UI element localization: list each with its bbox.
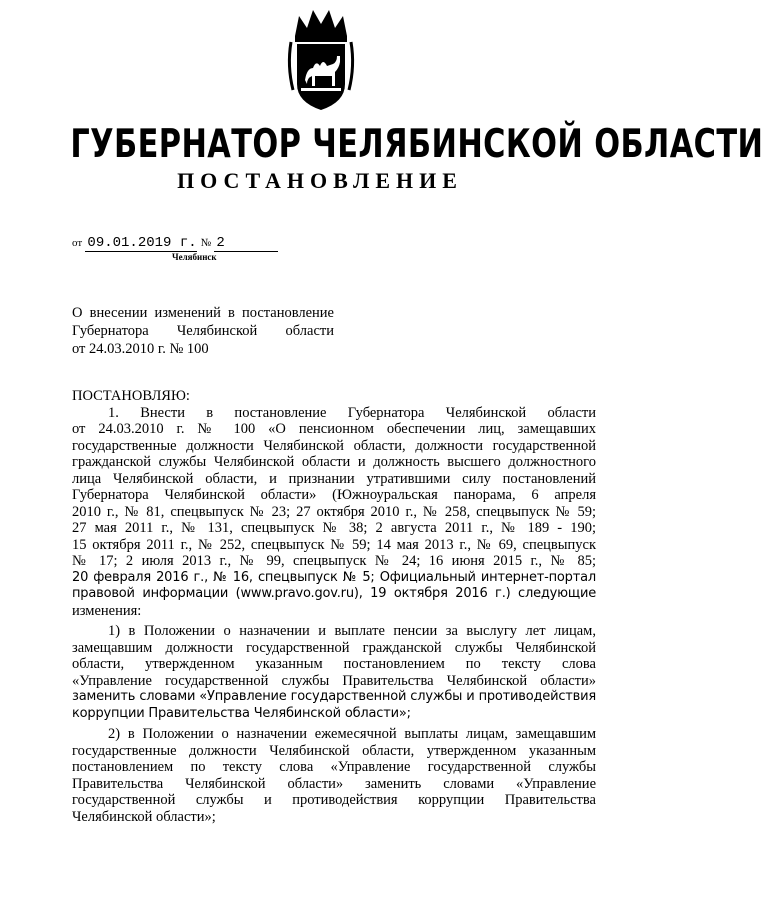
text-line: 1) в Положении о назначении и выплате пенсии за выслугу лет лицам, — [108, 623, 596, 639]
text-line: государственной службы и противодействия коррупции Правительства — [72, 792, 596, 808]
item-1 — [72, 405, 596, 620]
document-city: Челябинск — [172, 252, 217, 262]
document-body — [72, 388, 596, 825]
date-label: от — [72, 237, 83, 249]
decree-word: ПОСТАНОВЛЯЮ: — [72, 388, 190, 404]
document-number: 2 — [214, 236, 278, 252]
issuing-authority-title: ГУБЕРНАТОР ЧЕЛЯБИНСКОЙ ОБЛАСТИ — [70, 122, 763, 167]
text-line: гражданской службы Челябинской области и должность высшего должностного — [72, 454, 596, 470]
text-line: государственные должности Челябинской области, должности государственной — [72, 437, 596, 454]
subitem-1 — [72, 623, 596, 722]
document-type-title: ПОСТАНОВЛЕНИЕ — [177, 168, 463, 193]
text-line: от 24.03.2010 г. № 100 «О пенсионном обеспечении лиц, замещавших — [72, 421, 596, 437]
document-subject — [72, 304, 334, 358]
text-line: постановлением по тексту слова «Управление государственной службы — [72, 759, 596, 775]
text-line: № 17; 2 июля 2013 г., № 99, спецвыпуск № 24; 16 июня 2015 г., № 85; — [72, 553, 596, 569]
text-line: области, утвержденном указанным постановлением по тексту слова — [72, 656, 596, 672]
text-line: «Управление государственной службы Правительства Челябинской области» — [72, 672, 596, 689]
text-line: правовой информации (www.pravo.gov.ru), 19 октября 2016 г.) следующие — [72, 586, 596, 601]
text-line: Правительства Челябинской области» заменить словами «Управление — [72, 775, 596, 792]
text-line: 2) в Положении о назначении ежемесячной выплаты лицам, замещавшим — [108, 726, 596, 742]
document-meta — [72, 234, 278, 252]
text-line: замещавшим должности государственной гражданской службы Челябинской — [72, 639, 596, 656]
subitem-2 — [72, 726, 596, 825]
coat-of-arms-icon — [285, 6, 357, 112]
text-line: лица Челябинской области, и признании утратившими силу постановлений — [72, 470, 596, 487]
text-line: Губернатора Челябинской области» (Южноуральская панорама, 6 апреля — [72, 487, 596, 503]
text-line: 2010 г., № 81, спецвыпуск № 23; 27 октября 2010 г., № 258, спецвыпуск № 59; — [72, 503, 596, 520]
text-line: заменить словами «Управление государственной службы и противодействия — [72, 689, 596, 704]
text-line: 1. Внести в постановление Губернатора Челябинской области — [108, 404, 596, 421]
document-date: 09.01.2019 г. — [87, 235, 197, 251]
text-line: 15 октября 2011 г., № 252, спецвыпуск № 59; 14 мая 2013 г., № 69, спецвыпуск — [72, 536, 596, 553]
subject-line: Губернатора Челябинской области — [72, 323, 334, 339]
text-line: коррупции Правительства Челябинской области»; — [72, 705, 411, 721]
text-line: 20 февраля 2016 г., № 16, спецвыпуск № 5; Официальный интернет-портал — [72, 569, 596, 585]
text-line: Челябинской области»; — [72, 808, 216, 825]
number-label: № — [200, 237, 212, 249]
subject-line: О внесении изменений в постановление — [72, 305, 334, 321]
text-line: изменения: — [72, 602, 142, 619]
text-line: 27 мая 2011 г., № 131, спецвыпуск № 38; 2 августа 2011 г., № 189 - 190; — [72, 520, 596, 536]
subject-line: от 24.03.2010 г. № 100 — [72, 341, 209, 357]
text-line: государственные должности Челябинской области, утвержденном указанным — [72, 742, 596, 759]
